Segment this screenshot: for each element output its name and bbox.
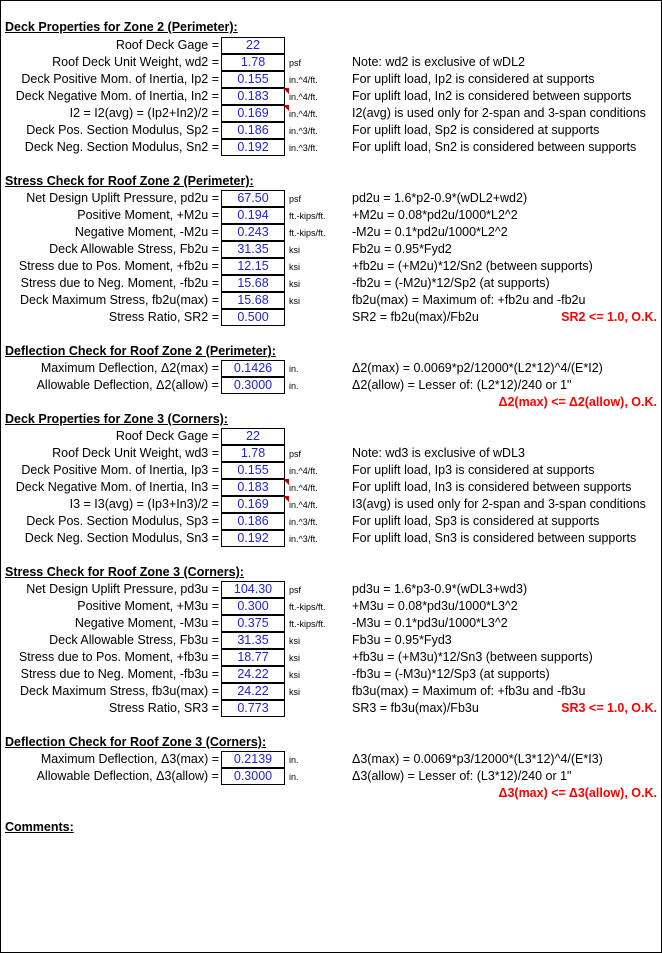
- unit-label: ksi: [289, 262, 300, 272]
- row-label: Roof Deck Unit Weight, wd2 =: [52, 55, 219, 69]
- row-label: Roof Deck Unit Weight, wd3 =: [52, 446, 219, 460]
- unit-label: ksi: [289, 670, 300, 680]
- value-cell[interactable]: 0.155: [221, 71, 285, 88]
- value-cell[interactable]: 0.169: [221, 496, 285, 513]
- value-cell[interactable]: 1.78: [221, 54, 285, 71]
- unit-label: psf: [289, 194, 302, 204]
- unit-label: in.^4/ft.: [289, 109, 318, 119]
- note-text: -M3u = 0.1*pd3u/1000*L3^2: [352, 616, 508, 630]
- value-cell[interactable]: 22: [221, 37, 285, 54]
- unit-label: ft.-kips/ft.: [289, 619, 326, 629]
- note-text: -fb2u = (-M2u)*12/Sp2 (at supports): [352, 276, 550, 290]
- section-header-z3-defl: Deflection Check for Roof Zone 3 (Corners):: [5, 735, 267, 749]
- value-cell[interactable]: 0.300: [221, 598, 285, 615]
- value-cell[interactable]: 22: [221, 428, 285, 445]
- note-text: +M2u = 0.08*pd2u/1000*L2^2: [352, 208, 518, 222]
- row-label: Deck Pos. Section Modulus, Sp2 =: [26, 123, 219, 137]
- unit-label: in.^3/ft.: [289, 534, 318, 544]
- value-cell[interactable]: 15.68: [221, 292, 285, 309]
- section-header-z2-defl: Deflection Check for Roof Zone 2 (Perimeter):: [5, 344, 276, 358]
- note-text: I3(avg) is used only for 2-span and 3-span conditions: [352, 497, 646, 511]
- section-header-z2-stress: Stress Check for Roof Zone 2 (Perimeter):: [5, 174, 254, 188]
- value-cell[interactable]: 0.375: [221, 615, 285, 632]
- note-text: SR2 = fb2u(max)/Fb2u: [352, 310, 479, 324]
- row-label: I3 = I3(avg) = (Ip3+In3)/2 =: [69, 497, 219, 511]
- row-label: Roof Deck Gage =: [115, 38, 219, 52]
- unit-label: in.^3/ft.: [289, 126, 318, 136]
- row-label: Net Design Uplift Pressure, pd3u =: [26, 582, 219, 596]
- note-text: For uplift load, Sn2 is considered between supports: [352, 140, 637, 154]
- value-cell[interactable]: 31.35: [221, 241, 285, 258]
- value-cell[interactable]: 0.183: [221, 479, 285, 496]
- unit-label: psf: [289, 58, 302, 68]
- note-text: For uplift load, Sp3 is considered at supports: [352, 514, 600, 528]
- value-cell[interactable]: 0.192: [221, 530, 285, 547]
- value-cell[interactable]: 0.192: [221, 139, 285, 156]
- row-label: Deck Positive Mom. of Inertia, Ip3 =: [21, 463, 219, 477]
- value-cell[interactable]: 0.243: [221, 224, 285, 241]
- unit-label: ft.-kips/ft.: [289, 602, 326, 612]
- row-label: Maximum Deflection, Δ2(max) =: [40, 361, 219, 375]
- note-text: Note: wd3 is exclusive of wDL3: [352, 446, 525, 460]
- row-label: Allowable Deflection, Δ2(allow) =: [36, 378, 219, 392]
- section-header-z3-stress: Stress Check for Roof Zone 3 (Corners):: [5, 565, 244, 579]
- note-text: For uplift load, In2 is considered between supports: [352, 89, 632, 103]
- unit-label: psf: [289, 585, 302, 595]
- note-text: For uplift load, Sn3 is considered between supports: [352, 531, 637, 545]
- value-cell[interactable]: 0.155: [221, 462, 285, 479]
- row-label: Deck Positive Mom. of Inertia, Ip2 =: [21, 72, 219, 86]
- unit-label: ksi: [289, 636, 300, 646]
- note-text: -fb3u = (-M3u)*12/Sp3 (at supports): [352, 667, 550, 681]
- section-header-z3-props: Deck Properties for Zone 3 (Corners):: [5, 412, 228, 426]
- unit-label: in.: [289, 364, 299, 374]
- value-cell[interactable]: 12.15: [221, 258, 285, 275]
- row-label: I2 = I2(avg) = (Ip2+In2)/2 =: [69, 106, 219, 120]
- note-text: Δ3(max) = 0.0069*p3/12000*(L3*12)^4/(E*I3): [352, 752, 603, 766]
- unit-label: in.^4/ft.: [289, 92, 318, 102]
- unit-label: in.: [289, 772, 299, 782]
- note-text: pd2u = 1.6*p2-0.9*(wDL2+wd2): [352, 191, 528, 205]
- row-label: Stress Ratio, SR2 =: [108, 310, 219, 324]
- value-cell[interactable]: 0.500: [221, 309, 285, 326]
- row-label: Net Design Uplift Pressure, pd2u =: [26, 191, 219, 205]
- note-text: fb2u(max) = Maximum of: +fb2u and -fb2u: [352, 293, 586, 307]
- unit-label: in.: [289, 755, 299, 765]
- unit-label: in.^3/ft.: [289, 143, 318, 153]
- value-cell[interactable]: 18.77: [221, 649, 285, 666]
- row-label: Stress due to Neg. Moment, -fb3u =: [20, 667, 219, 681]
- unit-label: ft.-kips/ft.: [289, 228, 326, 238]
- value-cell[interactable]: 0.186: [221, 122, 285, 139]
- note-text: SR3 = fb3u(max)/Fb3u: [352, 701, 479, 715]
- note-text: Fb3u = 0.95*Fyd3: [352, 633, 452, 647]
- section-header-z2-props: Deck Properties for Zone 2 (Perimeter):: [5, 20, 238, 34]
- value-cell[interactable]: 104.30: [221, 581, 285, 598]
- note-text: Δ2(max) = 0.0069*p2/12000*(L2*12)^4/(E*I2): [352, 361, 603, 375]
- note-text: I2(avg) is used only for 2-span and 3-span conditions: [352, 106, 646, 120]
- unit-label: ft.-kips/ft.: [289, 211, 326, 221]
- row-label: Deck Maximum Stress, fb2u(max) =: [19, 293, 219, 307]
- ok-status: SR3 <= 1.0, O.K.: [561, 701, 657, 715]
- unit-label: ksi: [289, 279, 300, 289]
- row-label: Deck Allowable Stress, Fb3u =: [49, 633, 219, 647]
- note-text: For uplift load, Sp2 is considered at supports: [352, 123, 600, 137]
- row-label: Deck Pos. Section Modulus, Sp3 =: [26, 514, 219, 528]
- note-text: +fb2u = (+M2u)*12/Sn2 (between supports): [352, 259, 593, 273]
- comments-header: Comments:: [5, 820, 74, 834]
- note-text: -M2u = 0.1*pd2u/1000*L2^2: [352, 225, 508, 239]
- note-text: pd3u = 1.6*p3-0.9*(wDL3+wd3): [352, 582, 528, 596]
- unit-label: in.^4/ft.: [289, 483, 318, 493]
- note-text: For uplift load, Ip3 is considered at supports: [352, 463, 595, 477]
- note-text: Δ2(allow) = Lesser of: (L2*12)/240 or 1": [352, 378, 572, 392]
- row-label: Deck Neg. Section Modulus, Sn3 =: [24, 531, 219, 545]
- value-cell[interactable]: 0.773: [221, 700, 285, 717]
- row-label: Stress due to Neg. Moment, -fb2u =: [20, 276, 219, 290]
- row-label: Stress due to Pos. Moment, +fb2u =: [18, 259, 219, 273]
- note-text: For uplift load, In3 is considered between supports: [352, 480, 632, 494]
- unit-label: psf: [289, 449, 302, 459]
- unit-label: in.^4/ft.: [289, 75, 318, 85]
- row-label: Deck Negative Mom. of Inertia, In3 =: [15, 480, 219, 494]
- value-cell[interactable]: 0.169: [221, 105, 285, 122]
- value-cell[interactable]: 1.78: [221, 445, 285, 462]
- row-label: Stress due to Pos. Moment, +fb3u =: [18, 650, 219, 664]
- value-cell[interactable]: 0.183: [221, 88, 285, 105]
- value-cell[interactable]: 0.3000: [221, 377, 285, 394]
- unit-label: ksi: [289, 245, 300, 255]
- row-label: Negative Moment, -M2u =: [74, 225, 219, 239]
- row-label: Deck Maximum Stress, fb3u(max) =: [19, 684, 219, 698]
- value-cell[interactable]: 0.1426: [221, 360, 285, 377]
- unit-label: ksi: [289, 296, 300, 306]
- value-cell[interactable]: 0.2139: [221, 751, 285, 768]
- value-cell[interactable]: 24.22: [221, 666, 285, 683]
- ok-status: Δ2(max) <= Δ2(allow), O.K.: [498, 395, 657, 409]
- note-text: For uplift load, Ip2 is considered at supports: [352, 72, 595, 86]
- row-label: Negative Moment, -M3u =: [74, 616, 219, 630]
- ok-status: SR2 <= 1.0, O.K.: [561, 310, 657, 324]
- unit-label: in.: [289, 381, 299, 391]
- unit-label: in.^4/ft.: [289, 466, 318, 476]
- unit-label: in.^3/ft.: [289, 517, 318, 527]
- ok-status: Δ3(max) <= Δ3(allow), O.K.: [498, 786, 657, 800]
- value-cell[interactable]: 0.186: [221, 513, 285, 530]
- row-label: Deck Allowable Stress, Fb2u =: [49, 242, 219, 256]
- value-cell[interactable]: 67.50: [221, 190, 285, 207]
- row-label: Maximum Deflection, Δ3(max) =: [40, 752, 219, 766]
- value-cell[interactable]: 0.3000: [221, 768, 285, 785]
- row-label: Stress Ratio, SR3 =: [108, 701, 219, 715]
- row-label: Roof Deck Gage =: [115, 429, 219, 443]
- row-label: Deck Negative Mom. of Inertia, In2 =: [15, 89, 219, 103]
- unit-label: in.^4/ft.: [289, 500, 318, 510]
- row-label: Allowable Deflection, Δ3(allow) =: [36, 769, 219, 783]
- unit-label: ksi: [289, 687, 300, 697]
- value-cell[interactable]: 31.35: [221, 632, 285, 649]
- note-text: +fb3u = (+M3u)*12/Sn3 (between supports): [352, 650, 593, 664]
- value-cell[interactable]: 24.22: [221, 683, 285, 700]
- value-cell[interactable]: 15.68: [221, 275, 285, 292]
- row-label: Positive Moment, +M3u =: [77, 599, 219, 613]
- note-text: +M3u = 0.08*pd3u/1000*L3^2: [352, 599, 518, 613]
- value-cell[interactable]: 0.194: [221, 207, 285, 224]
- row-label: Positive Moment, +M2u =: [77, 208, 219, 222]
- note-text: Note: wd2 is exclusive of wDL2: [352, 55, 525, 69]
- row-label: Deck Neg. Section Modulus, Sn2 =: [24, 140, 219, 154]
- note-text: fb3u(max) = Maximum of: +fb3u and -fb3u: [352, 684, 586, 698]
- unit-label: ksi: [289, 653, 300, 663]
- note-text: Δ3(allow) = Lesser of: (L3*12)/240 or 1": [352, 769, 572, 783]
- note-text: Fb2u = 0.95*Fyd2: [352, 242, 452, 256]
